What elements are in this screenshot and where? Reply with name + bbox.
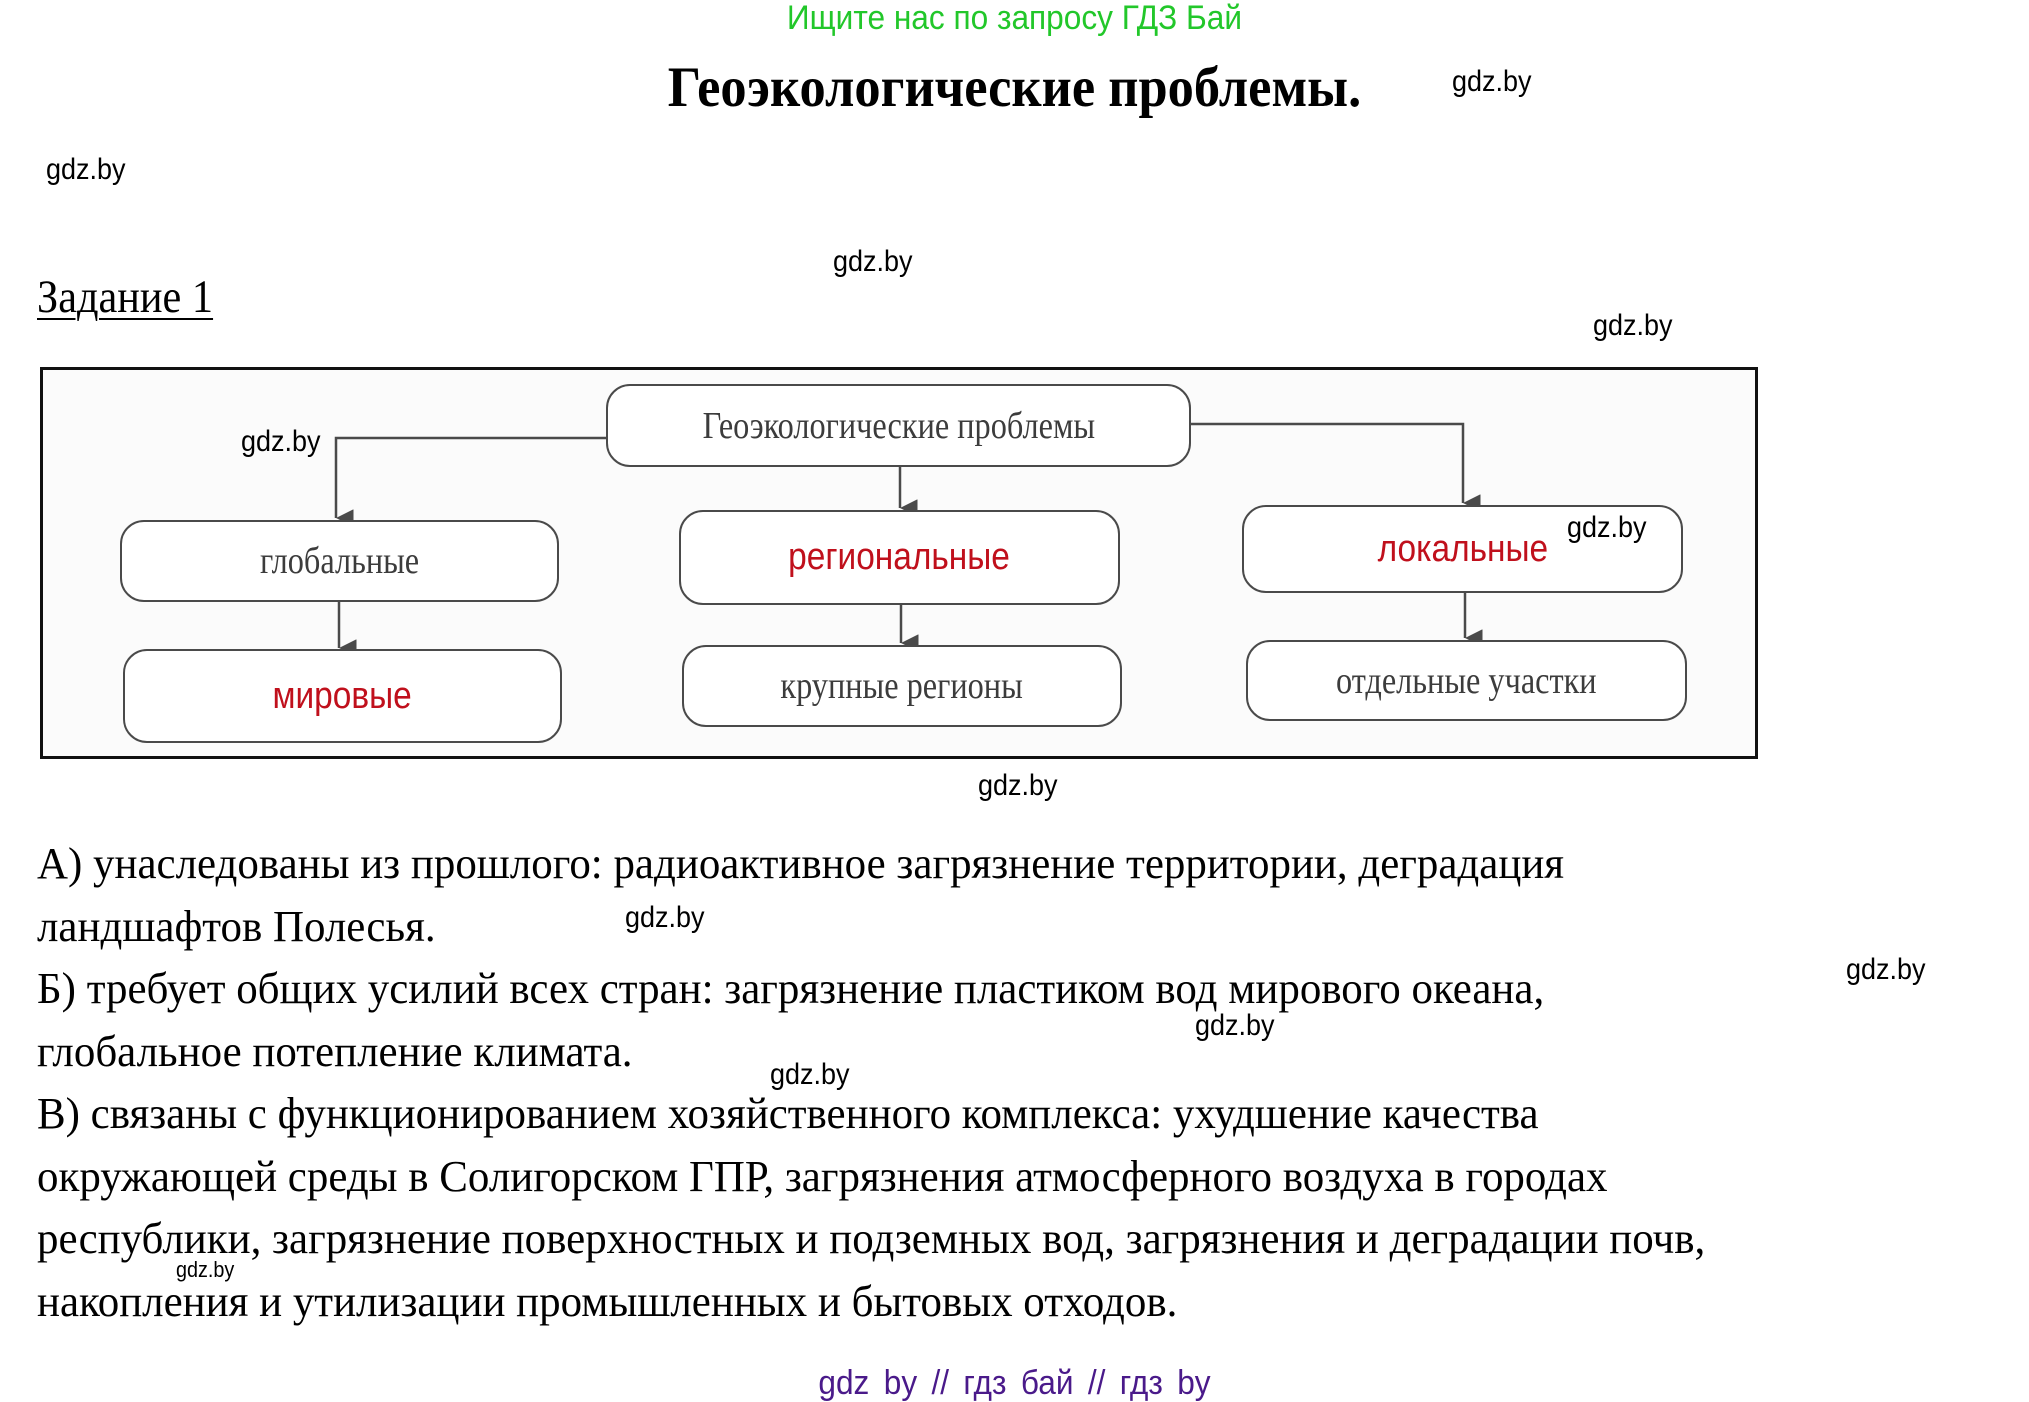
node-answer-label: региональные [788,536,1011,578]
task-heading: Задание 1 [37,271,214,323]
diagram-node-global [120,520,559,602]
page-title: Геоэкологические проблемы. [667,56,1362,119]
watermark: gdz.by [1567,511,1647,544]
answer-line-c1: В) связаны с функционированием хозяйственного комплекса: ухудшение качества [37,1088,1539,1138]
watermark: gdz.by [241,425,321,458]
diagram-node-separate-areas [1246,640,1687,721]
watermark: gdz.by [770,1058,850,1091]
answer-line-c3: республики, загрязнение поверхностных и подземных вод, загрязнения и деградации почв, [37,1213,1706,1263]
watermark: gdz.by [1195,1009,1275,1042]
node-label: отдельные участки [1336,659,1597,702]
diagram-node-world [123,649,562,743]
diagram-node-root [606,384,1191,467]
answer-line-b2: глобальное потепление климата. [37,1025,633,1076]
answer-line-a1: А) унаследованы из прошлого: радиоактивное загрязнение территории, деградация [37,838,1565,888]
watermark: gdz.by [1846,953,1926,986]
node-label: крупные регионы [780,665,1024,707]
answer-line-c2: окружающей среды в Солигорском ГПР, загрязнения атмосферного воздуха в городах [37,1150,1608,1201]
answer-text [37,832,1705,1332]
watermark: gdz.by [176,1257,235,1282]
watermark: gdz.by [833,245,913,278]
answer-line-c4: накопления и утилизации промышленных и бытовых отходов. [37,1275,1178,1326]
diagram-node-regional [679,510,1120,605]
node-label: глобальные [259,540,420,582]
promo-banner: Ищите нас по запросу ГДЗ Бай [786,0,1243,37]
node-answer-label: мировые [272,674,413,717]
watermark: gdz.by [625,901,705,934]
watermark: gdz.by [46,153,126,186]
answer-line-b1: Б) требует общих усилий всех стран: загрязнение пластиком вод мирового океана, [37,963,1545,1013]
diagram-frame [40,367,1758,759]
watermark: gdz.by [978,769,1058,802]
node-answer-label: локальные [1377,527,1548,570]
watermark: gdz.by [1452,65,1532,98]
node-label: Геоэкологические проблемы [702,404,1095,447]
diagram-node-large-regions [682,645,1122,727]
watermark: gdz.by [1593,309,1673,342]
footer-links: gdz by // гдз бай // гдз by [818,1364,1211,1402]
answer-line-a2: ландшафтов Полесья. [37,900,436,951]
